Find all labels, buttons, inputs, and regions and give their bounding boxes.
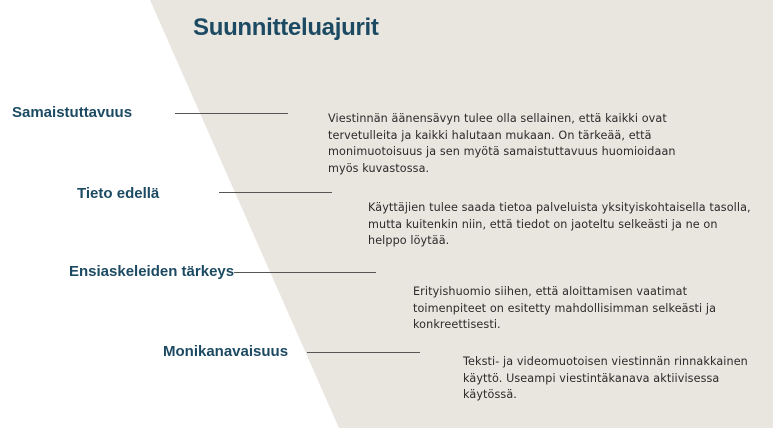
connector-line <box>307 352 420 353</box>
connector-line <box>219 192 332 193</box>
driver-label: Monikanavaisuus <box>163 343 289 360</box>
slide-title: Suunnitteluajurit <box>193 14 379 41</box>
driver-label: Samaistuttavuus <box>12 104 133 121</box>
driver-label: Tieto edellä <box>77 185 160 202</box>
driver-label: Ensiaskeleiden tärkeys <box>69 263 235 280</box>
connector-line <box>175 113 288 114</box>
driver-description: Käyttäjien tulee saada tietoa palveluista yksityiskohtaisella tasolla, mutta kuitenkin niin, että tiedot on jaoteltu selkeästi ja ne on helppo löytää. <box>368 201 751 247</box>
driver-description: Teksti- ja videomuotoisen viestinnän rinnakkainen käyttö. Useampi viestintäkanava aktiivisessa käytössä. <box>463 355 748 401</box>
driver-description: Erityishuomio siihen, että aloittamisen vaatimat toimenpiteet on esitetty mahdollisimman selkeästi ja konkreettisesti. <box>413 285 717 331</box>
connector-line <box>234 272 376 273</box>
driver-description: Viestinnän äänensävyn tulee olla sellainen, että kaikki ovat tervetulleita ja kaikki halutaan mukaan. On tärkeää, että monimuotoisuus ja sen myötä samaistuttavuus huomioidaan myös kuvastossa. <box>328 112 676 175</box>
